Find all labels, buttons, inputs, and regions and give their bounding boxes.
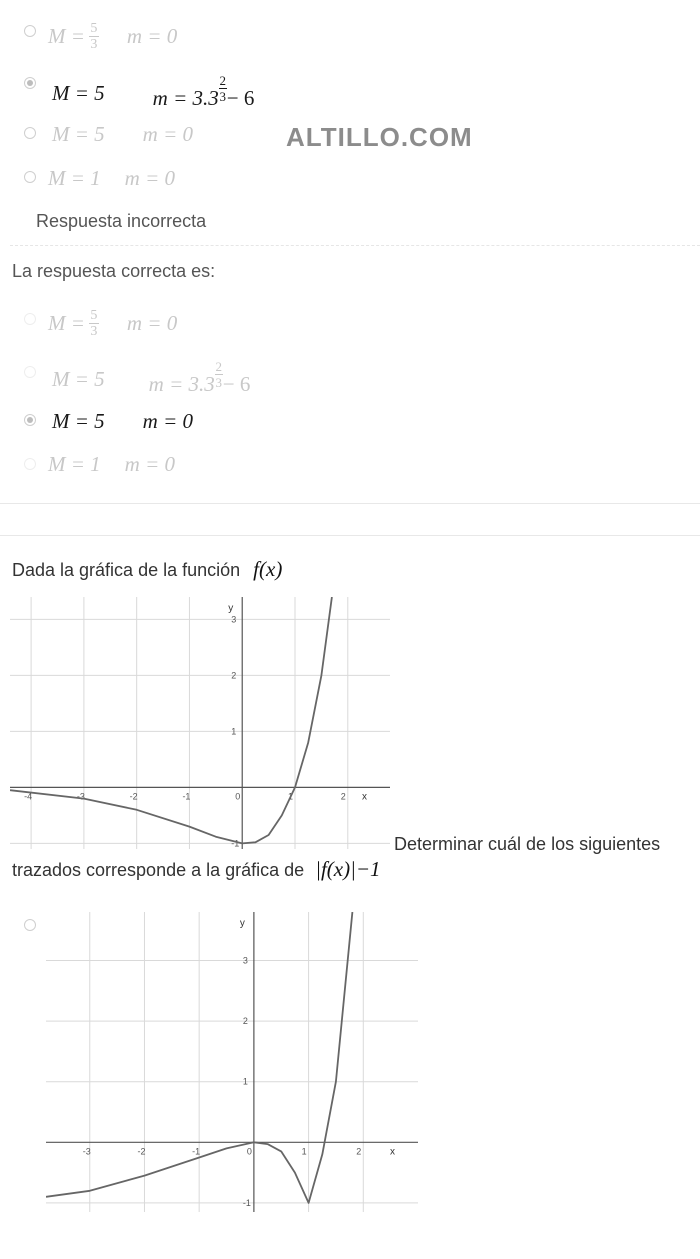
series-line (10, 597, 332, 843)
question-divider-top (0, 503, 700, 504)
x-tick-label: -1 (192, 1146, 201, 1157)
correct-option-4-label: M = 1 m = 0 (48, 452, 176, 476)
y-tick-label: 3 (231, 614, 237, 625)
option-2-radio[interactable] (24, 77, 36, 89)
function-name: f(x) (253, 557, 283, 581)
x-tick-label: -2 (129, 791, 138, 802)
option-3-radio[interactable] (24, 127, 36, 139)
x-tick-label: -3 (76, 791, 85, 802)
question2-prompt-line2 (12, 857, 381, 882)
y-axis-label: y (239, 918, 245, 929)
x-tick-label: -1 (182, 791, 191, 802)
feedback-divider (10, 245, 700, 246)
y-tick-label: 1 (242, 1076, 248, 1087)
x-axis-label: x (390, 1146, 395, 1158)
y-axis-label: y (228, 603, 234, 614)
correct-option-3-label: M = 5 m = 0 (52, 409, 194, 433)
x-tick-label: -4 (24, 791, 33, 802)
function-graph (10, 597, 390, 849)
question2-prompt (12, 557, 282, 582)
x-tick-label: 1 (288, 791, 294, 802)
x-tick-label: 0 (235, 791, 241, 802)
x-tick-label: 2 (340, 791, 346, 802)
correct-option-1-radio (24, 313, 36, 325)
correct-option-2-label: M = 5 m = 3.3 $\frac{2}{3}$ − 6 (52, 359, 251, 396)
option-1-label[interactable]: M = $\frac{5}{3}$ m = 0 (48, 21, 178, 52)
correct-option-3-radio (24, 414, 36, 426)
x-tick-label: 1 (301, 1146, 307, 1157)
y-tick-label: -1 (231, 838, 240, 849)
correct-option-4-radio (24, 458, 36, 470)
graph-option-1-plot[interactable] (46, 912, 418, 1212)
x-tick-label: -2 (137, 1146, 146, 1157)
option-4-label[interactable]: M = 1 m = 0 (48, 166, 176, 190)
correct-answer-label: La respuesta correcta es: (12, 261, 216, 281)
y-tick-label: -1 (242, 1197, 251, 1208)
x-tick-label: -3 (82, 1146, 91, 1157)
feedback-text: Respuesta incorrecta (36, 211, 207, 231)
y-tick-label: 1 (231, 726, 237, 737)
transformed-expression: |f(x)|−1 (315, 857, 381, 881)
question2-prompt-text: Dada la gráfica de la función (12, 560, 241, 580)
y-tick-label: 2 (231, 670, 237, 681)
graph-option-1-radio[interactable] (24, 919, 36, 931)
correct-option-1-label: M = $\frac{5}{3}$ m = 0 (48, 308, 178, 339)
x-tick-label: 2 (356, 1146, 362, 1157)
option-3-label[interactable]: M = 5 m = 0 (52, 122, 194, 146)
question-divider-bottom (0, 535, 700, 536)
option-4-radio[interactable] (24, 171, 36, 183)
watermark: ALTILLO.COM (286, 122, 473, 152)
question2-prompt-line2-text: trazados corresponde a la gráfica de (12, 860, 305, 880)
y-tick-label: 3 (242, 955, 248, 966)
question2-prompt-line1: Determinar cuál de los siguientes (394, 834, 661, 854)
option-2-label[interactable]: M = 5 m = 3.3 $\frac{2}{3}$ − 6 (52, 73, 255, 110)
y-tick-label: 2 (242, 1016, 248, 1027)
correct-option-2-radio (24, 366, 36, 378)
x-axis-label: x (362, 791, 367, 803)
option-1-radio[interactable] (24, 25, 36, 37)
x-tick-label: 0 (246, 1146, 252, 1157)
